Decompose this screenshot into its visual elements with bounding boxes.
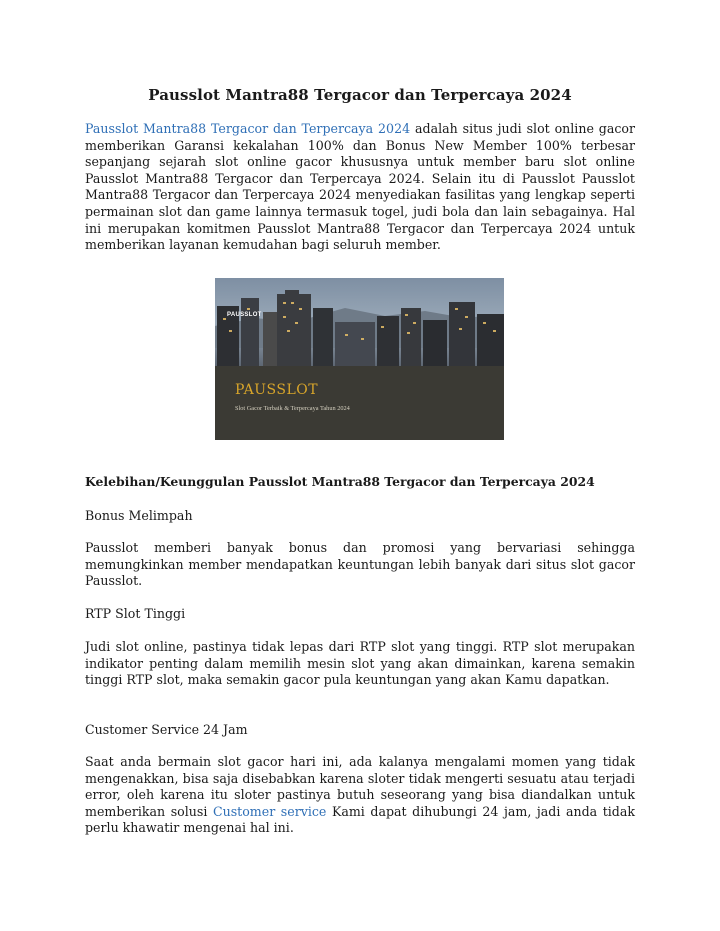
- feature-text-cs-before: Saat anda bermain slot gacor hari ini, ada kalanya mengalami momen yang tidak mengenakkan, bisa saja disebabkan karena sloter tidak mengerti sesuatu atau terjadi error, oleh karena itu sloter pastinya butuh seseorang yang bisa diandalkan untuk memberikan solusi: [85, 754, 635, 819]
- hero-image: [215, 278, 504, 440]
- page-title: Pausslot Mantra88 Tergacor dan Terpercaya 2024: [148, 86, 572, 104]
- feature-text-rtp: Judi slot online, pastinya tidak lepas dari RTP slot yang tinggi. RTP slot merupakan indikator penting dalam memilih mesin slot yang akan dimainkan, karena semakin tinggi RTP slot, maka semakin gacor pula keuntungan yang akan Kamu dapatkan.: [85, 639, 635, 688]
- intro-link[interactable]: Pausslot Mantra88 Tergacor dan Terpercaya 2024: [85, 121, 411, 136]
- customer-service-link[interactable]: Customer service: [212, 803, 327, 819]
- feature-text-cs: [85, 754, 635, 837]
- section-heading: Kelebihan/Keunggulan Pausslot Mantra88 Tergacor dan Terpercaya 2024: [85, 474, 595, 489]
- feature-label-cs: Customer Service 24 Jam: [85, 722, 248, 737]
- city-skyline-illustration: [215, 278, 504, 440]
- intro-text: adalah situs judi slot online gacor memberikan Garansi kekalahan 100% dan Bonus New Member 100% terbesar sepanjang sejarah slot online gacor khususnya untuk member baru slot online Pausslot Mantra88 Tergacor dan Terpercaya 2024. Selain itu di Pausslot Pausslot Mantra88 Tergacor dan Terpercaya 2024 menyediakan fasilitas yang lengkap seperti permainan slot dan game lainnya termasuk togel, judi bola dan lain sebagainya. Hal ini merupakan komitmen Pausslot Mantra88 Tergacor dan Terpercaya 2024 untuk memberikan layanan kemudahan bagi seluruh member.: [85, 121, 636, 253]
- feature-text-cs-after: Kami dapat dihubungi 24 jam, jadi anda tidak perlu khawatir mengenai hal ini.: [85, 803, 635, 836]
- feature-label-bonus: Bonus Melimpah: [85, 508, 193, 523]
- hero-title: PAUSSLOT: [235, 382, 319, 398]
- hero-subtitle: Slot Gacor Terbaik & Terpercaya Tahun 2024: [235, 405, 350, 412]
- feature-label-rtp: RTP Slot Tinggi: [85, 606, 186, 621]
- intro-paragraph: [85, 121, 635, 254]
- feature-text-bonus: Pausslot memberi banyak bonus dan promosi yang bervariasi sehingga memungkinkan member mendapatkan keuntungan lebih banyak dari situs slot gacor Pausslot.: [85, 540, 635, 589]
- hero-logo: PAUSSLOT: [227, 312, 262, 318]
